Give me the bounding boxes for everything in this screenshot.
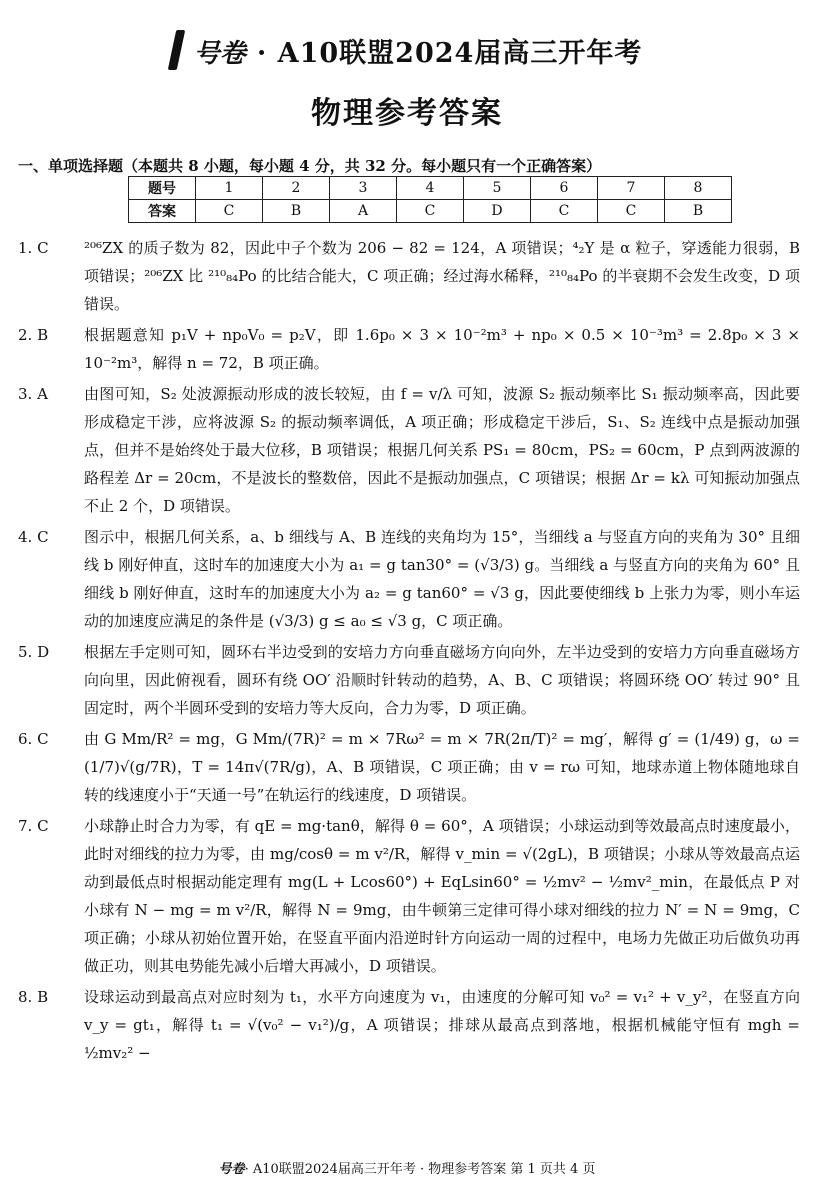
table-cell: D xyxy=(464,200,531,223)
brand-mark-icon xyxy=(167,30,185,70)
item-text: 由图可知，S₂ 处波源振动形成的波长较短，由 f = v/λ 可知，波源 S₂ 振动频率比 S₁ 振动频率高，因此要形成稳定干涉，应将波源 S₂ 的振动频率调低，A 项正确；形成稳定干涉后，S₁、S₂ 连线中点是振动加强点，但并不是始终处于最大位移，B 项错误；根据几何关系 PS₁ = 80cm，PS₂ = 60cm，P 点到两波源的路程差 Δr = 20cm，不是波长的整数倍，因此不是振动加强点，C 项错误；根据 Δr = kλ 可知振动加强点不止 2 个，D 项错误。 xyxy=(84,385,800,515)
footer-text: · A10联盟2024届高三开年考 · 物理参考答案 第 1 页共 4 页 xyxy=(244,1162,596,1177)
item-text: 设球运动到最高点对应时刻为 t₁，水平方向速度为 v₁，由速度的分解可知 v₀² = v₁² + v_y²，在竖直方向 v_y = gt₁，解得 t₁ = √(v₀² − v₁²)/g，A 项错误；排球从最高点到落地，根据机械能守恒有 mgh = ½mv₂² − xyxy=(84,988,800,1062)
table-cell: 2 xyxy=(263,177,330,200)
table-cell: A xyxy=(330,200,397,223)
table-cell: 6 xyxy=(531,177,598,200)
item-text: 由 G Mm/R² = mg，G Mm/(7R)² = m × 7Rω² = m × 7R(2π/T)² = mg′，解得 g′ = (1/49) g，ω = (1/7)√(g/7R)，T = 14π√(7R/g)，A、B 项错误，C 项正确；由 v = rω 可知，地球赤道上物体随地球自转的线速度小于“天通一号”在轨运行的线速度，D 项错误。 xyxy=(84,730,800,804)
item-text: ²⁰⁶ZX 的质子数为 82，因此中子个数为 206 − 82 = 124，A 项错误；⁴₂Y 是 α 粒子，穿透能力很弱，B 项错误；²⁰⁶ZX 比 ²¹⁰₈₄Po 的比结合能大，C 项正确；经过海水稀释，²¹⁰₈₄Po 的半衰期不会发生改变，D 项错误。 xyxy=(84,239,800,313)
item-number: 3. A xyxy=(18,385,48,403)
table-cell: C xyxy=(531,200,598,223)
page-header xyxy=(0,30,814,70)
answer-table-row-answers xyxy=(129,200,732,223)
item-number: 1. C xyxy=(18,239,49,257)
list-item xyxy=(18,380,800,520)
item-number: 4. C xyxy=(18,528,49,546)
table-cell: C xyxy=(196,200,263,223)
page-footer xyxy=(0,1158,814,1177)
list-item xyxy=(18,234,800,318)
list-item xyxy=(18,725,800,809)
item-number: 6. C xyxy=(18,730,49,748)
table-cell: 1 xyxy=(196,177,263,200)
answer-table-row-numbers xyxy=(129,177,732,200)
table-cell: 4 xyxy=(397,177,464,200)
item-number: 5. D xyxy=(18,643,50,661)
table-cell: C xyxy=(598,200,665,223)
table-cell: B xyxy=(665,200,732,223)
item-text: 小球静止时合力为零，有 qE = mg·tanθ，解得 θ = 60°，A 项错误；小球运动到等效最高点时速度最小，此时对细线的拉力为零，由 mg/cosθ = m v²/R，解得 v_min = √(2gL)，B 项错误；小球从等效最高点运动到最低点时根据动能定理有 mg(L + Lcos60°) + EqLsin60° = ½mv² − ½mv²_min，在最低点 P 对小球有 N − mg = m v²/R，解得 N = 9mg，由牛顿第三定律可得小球对细线的拉力 N′ = N = 9mg，C 项正确；小球从初始位置开始，在竖直平面内沿逆时针方向运动一周的过程中，电场力先做正功后做负功再做正功，则其电势能先减小后增大再减小，D 项错误。 xyxy=(84,817,800,975)
table-cell: C xyxy=(397,200,464,223)
table-cell: 5 xyxy=(464,177,531,200)
exam-title: · A10联盟2024届高三开年考 xyxy=(256,38,643,69)
list-item xyxy=(18,812,800,980)
table-row-label: 答案 xyxy=(129,200,196,223)
item-number: 2. B xyxy=(18,326,49,344)
table-cell: 3 xyxy=(330,177,397,200)
table-cell: 8 xyxy=(665,177,732,200)
list-item xyxy=(18,321,800,377)
item-number: 8. B xyxy=(18,988,49,1006)
item-text: 图示中，根据几何关系，a、b 细线与 A、B 连线的夹角均为 15°，当细线 a 与竖直方向的夹角为 30° 且细线 b 刚好伸直，这时车的加速度大小为 a₁ = g tan30° = (√3/3) g。当细线 a 与竖直方向的夹角为 60° 且细线 b 刚好伸直，这时车的加速度大小为 a₂ = g tan60° = √3 g，因此要使细线 b 上张力为零，则小车运动的加速度应满足的条件是 (√3/3) g ≤ a₀ ≤ √3 g，C 项正确。 xyxy=(84,528,800,630)
footer-brand: 号卷 xyxy=(218,1162,245,1177)
answer-explanations xyxy=(18,234,800,1070)
table-cell: 7 xyxy=(598,177,665,200)
item-number: 7. C xyxy=(18,817,49,835)
document-subtitle: 物理参考答案 xyxy=(311,96,503,131)
item-text: 根据左手定则可知，圆环右半边受到的安培力方向垂直磁场方向向外，左半边受到的安培力方向垂直磁场方向向里，因此俯视看，圆环有绕 OO′ 沿顺时针转动的趋势，A、B、C 项错误；将圆环绕 OO′ 转过 90° 且固定时，两个半圆环受到的安培力等大反向，合力为零，D 项正确。 xyxy=(84,643,800,717)
table-cell: B xyxy=(263,200,330,223)
item-text: 根据题意知 p₁V + np₀V₀ = p₂V，即 1.6p₀ × 3 × 10⁻²m³ + np₀ × 0.5 × 10⁻³m³ = 2.8p₀ × 3 × 10⁻²m³，解得 n = 72，B 项正确。 xyxy=(84,326,800,372)
list-item xyxy=(18,523,800,635)
answer-table xyxy=(128,176,732,223)
table-row-label: 题号 xyxy=(129,177,196,200)
list-item xyxy=(18,983,800,1067)
section-heading: 一、单项选择题（本题共 8 小题，每小题 4 分，共 32 分。每小题只有一个正确答案） xyxy=(18,157,602,175)
brand-name: 号卷 xyxy=(193,39,246,69)
list-item xyxy=(18,638,800,722)
